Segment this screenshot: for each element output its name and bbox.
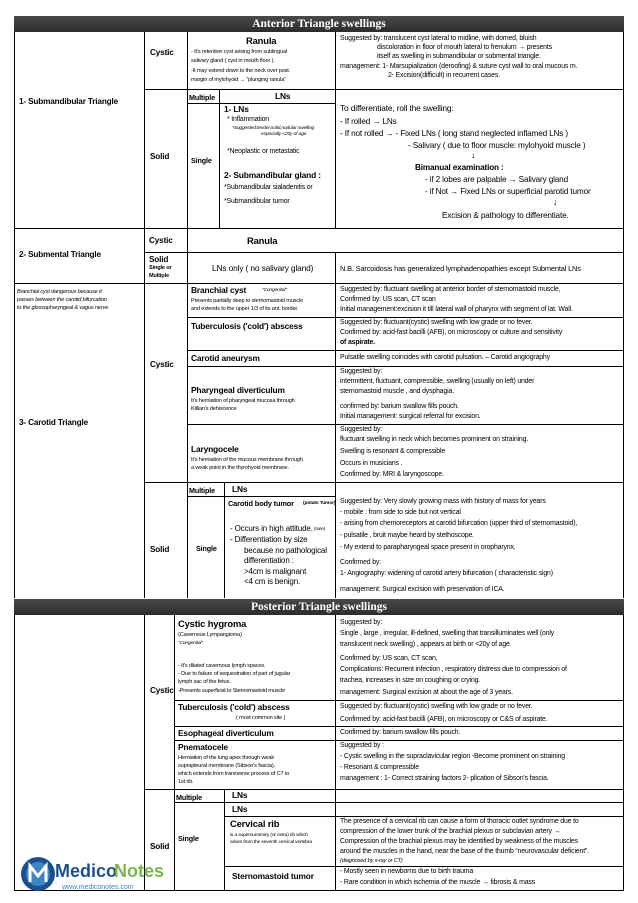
carotid-row-line — [187, 350, 623, 351]
diff-arrow: ↓ — [471, 150, 476, 160]
sub-lns-head: LNs — [275, 91, 291, 101]
pharyngeal-line: Killian's dehiscence — [191, 406, 237, 412]
sub-row-line — [144, 89, 623, 90]
hygroma-sug: Suggested by: — [340, 619, 383, 626]
anterior-banner: Anterior Triangle swellings — [14, 16, 624, 32]
pne-line: Herniation of the lung apex through weak — [178, 755, 274, 761]
rib-sug: around the muscles in the hand, near the base of the thumb “neurovascular deficient”. — [340, 848, 589, 855]
hygroma-line: - It's dilated cavernous lymph spaces. — [178, 663, 266, 669]
carotid-multiple-label: Multiple — [189, 486, 215, 495]
post-row-line — [224, 866, 623, 867]
post-solid-label: Solid — [150, 842, 170, 851]
pharyngeal-sug: sternomastoid muscle , and dysphagia. — [340, 388, 454, 395]
post-tb-title: Tuberculosis ('cold') abscess — [178, 702, 290, 712]
eso-title: Esophageal diverticulum — [178, 728, 274, 738]
carotid-single-divider — [224, 482, 225, 598]
post-lns-b: LNs — [232, 804, 248, 814]
sub-solid-label: Solid — [150, 152, 170, 161]
carotid-row-line — [187, 424, 623, 425]
pne-line: suprapleural membrane (Sibson's fascia), — [178, 763, 276, 769]
laryngocele-sug: Swelling is resonant & compressible — [340, 448, 446, 455]
cbt-sug: Confirmed by: — [340, 559, 381, 566]
lns-inflammation: * Inflammation — [227, 116, 269, 123]
cbt-line: differentiation : — [244, 556, 294, 565]
subm-lns: LNs only ( no salivary gland) — [212, 263, 314, 273]
branchial-congenital: “Congenital” — [262, 288, 287, 293]
hygroma-sug: Confirmed by: US scan, CT scan, — [340, 655, 438, 662]
branchial-title: Branchial cyst — [191, 285, 247, 295]
pne-line: 1st rib. — [178, 779, 194, 785]
rib-line: arises from the seventh cervical vertebra — [230, 840, 312, 845]
subm-solid-note: Multiple — [149, 273, 169, 279]
cbt-sug: 1- Angiography: widening of carotid artery bifurcation ( characteristic sign) — [340, 570, 553, 577]
cbt-title: Carotid body tumor — [228, 499, 294, 508]
mediconotes-logo — [18, 850, 165, 896]
carotid-note: Branchial cyst dangerous because it — [17, 289, 102, 295]
pharyngeal-sug: Suggested by: — [340, 368, 383, 375]
laryngocele-line: It's herniation of the mucous membrane through — [191, 457, 303, 463]
post-solid-line — [144, 789, 623, 790]
frame-left-2 — [14, 615, 15, 890]
carotid-divider2 — [187, 283, 188, 598]
ranula-title: Ranula — [246, 35, 277, 46]
diff-line: - Salivary ( due to floor muscle: mylohyoid muscle ) — [408, 141, 586, 150]
branchial-sug: Confirmed by: US scan, CT scan — [340, 296, 436, 303]
cbt-sug: - My extend to parapharyngeal space present in oropharynx. — [340, 544, 516, 551]
hygroma-line: -Presents superficial to Sternomastoid muscle — [178, 688, 286, 694]
stm-sug: - Mostly seen in newborns due to birth trauma — [340, 868, 474, 875]
stm-sug: - Rare condition in which ischemia of the muscle → fibrosis & mass — [340, 879, 535, 886]
sub-single-label: Single — [191, 156, 212, 165]
rib-sug: compression of the lower trunk of the brachial plexus or subclavian artery → — [340, 828, 561, 835]
carotid-label: 3- Carotid Triangle — [19, 418, 89, 427]
mediconotes-logo-icon — [18, 850, 165, 896]
laryngocele-sug: Confirmed by: MRI & laryngoscope. — [340, 471, 444, 478]
cbt-rare: (rare) — [314, 527, 326, 532]
diff-arrow: ↓ — [553, 197, 558, 207]
post-divider — [144, 615, 145, 890]
cbt-sub: (potato Tumor) — [303, 501, 336, 506]
lns-inflammation-note: *Suggested:tender,solid,nodular swelling — [232, 126, 315, 131]
cbt-sug: Suggested by: Very slowly growing mass with history of mass for years — [340, 498, 546, 505]
hygroma-sug: translucent neck swelling) , appears at birth or <20y of age. — [340, 641, 512, 648]
hygroma-sug: management: Surgical excision at about the age of 3 years. — [340, 689, 513, 696]
pharyngeal-title: Pharyngeal diverticulum — [191, 385, 285, 395]
laryngocele-title: Laryngocele — [191, 444, 239, 454]
ranula-suggested: Suggested by: translucent cyst lateral to midline, with domed, bluish — [340, 35, 537, 42]
subm-divider — [144, 228, 145, 283]
ranula-suggested: discoloration in floor of mouth lateral to frenulum → presents — [377, 44, 552, 51]
sub-desc-divider — [335, 32, 336, 228]
hygroma-line: (Cavernous Lympangioma) — [178, 632, 242, 638]
ranula-line: - It’s retention cyst arising from sublingual — [191, 49, 288, 55]
lns-1: 1- LNs — [224, 104, 249, 114]
carotid-note: passes between the carotid bifurcation — [17, 297, 107, 303]
carotid-divider — [144, 283, 145, 598]
carotid-tb-sug: Suggested by: fluctuant(cystic) swelling with low grade or no fever. — [340, 319, 533, 326]
post-row-line — [174, 802, 623, 803]
diff-line: - if 2 lobes are palpable → Salivary gland — [425, 175, 568, 184]
carotid-solid-line — [144, 482, 623, 483]
carotid-row-line — [187, 317, 623, 318]
sub-cystic-label: Cystic — [150, 48, 174, 57]
ranula-line: -It may extend down to the neck over post. — [191, 68, 291, 74]
pne-sug: - Resonant & compressible — [340, 764, 419, 771]
cbt-line: - Differentiation by size — [230, 535, 308, 544]
post-multiple-label: Multiple — [176, 793, 202, 802]
carotid-lns: LNs — [232, 484, 248, 494]
pne-line: which extends from transverse process of C7 to — [178, 771, 290, 777]
pne-sug: Suggested by : — [340, 742, 384, 749]
pne-sug: management : 1- Correct straining factors 2- plication of Sibson's fascia. — [340, 775, 549, 782]
hygroma-sug: Complications: Recurrent infection , respiratory distress due to compression of — [340, 666, 567, 673]
cbt-sug: management: Surgical excision with preservation of ICA. — [340, 586, 505, 593]
rib-line: is a supernumerary (or extra) rib which — [230, 833, 308, 838]
subm-cystic-label: Cystic — [149, 236, 173, 245]
ranula-line: salivary gland ( cyst in mouth floor ). — [191, 58, 275, 64]
carotid-single-label: Single — [196, 544, 217, 553]
post-row-line — [174, 726, 623, 727]
laryngocele-sug: Suggested by: — [340, 426, 383, 433]
hygroma-sug: Single , large , irregular, ill-defined, swelling that transilluminates well (only — [340, 630, 555, 637]
carotid-cystic-label: Cystic — [150, 360, 174, 369]
diff-line: Bimanual examination : — [415, 163, 504, 172]
posterior-banner: Posterior Triangle swellings — [14, 599, 624, 615]
lns-inflammation-note: especially <20y of age. — [261, 132, 308, 137]
hygroma-line: - Due to failure of sequestration of part of jugular — [178, 671, 291, 677]
post-tb-sug: Suggested by: fluctuant(cystic) swelling with low grade or no fever. — [340, 703, 533, 710]
carotid-note: to the glossopharyngeal & vagus nerve — [17, 305, 109, 311]
frame-right-2 — [623, 615, 624, 890]
diff-line: Excision & pathology to differentiate. — [442, 211, 569, 220]
subm-note: N.B. Sarcoidosis has generalized lymphadenopathies except Submental LNs — [340, 264, 581, 273]
diff-line: - If not rolled → - Fixed LNs ( long stand neglected inflamed LNs ) — [340, 129, 568, 138]
subm-row-line — [144, 252, 623, 253]
hygroma-sug: trachea, increases in size on coughing or crying. — [340, 677, 481, 684]
cbt-line: because no pathological — [244, 546, 327, 555]
cbt-line: - Occurs in high attitude. — [230, 524, 313, 533]
pharyngeal-sug: intermittent, fluctuant, compressible, swelling (usually on left) under — [340, 378, 535, 385]
subm-solid-note: Single or — [149, 265, 172, 271]
post-single-divider — [224, 789, 225, 890]
sub-single-divider — [219, 89, 220, 228]
diff-line: - If rolled → LNs — [340, 117, 397, 126]
ranula-line: margin of mylohyoid → “plunging ranula” — [191, 77, 286, 83]
stm-title: Sternomastoid tumor — [232, 871, 314, 881]
lns-sialadenitis: *Submandibular sialadenitis or — [224, 184, 313, 191]
branchial-sug: Initial management:excision it till lateral wall of pharynx with segment of lat. Wall. — [340, 306, 573, 313]
cbt-line: >4cm is malignant — [244, 567, 307, 576]
frame-right — [623, 32, 624, 598]
sub-col-divider — [144, 32, 145, 228]
laryngocele-line: a weak point in the thyrohyoid membrane. — [191, 465, 289, 471]
subm-divider3 — [335, 252, 336, 283]
aneurysm-title: Carotid aneurysm — [191, 353, 260, 363]
post-single-label: Single — [178, 834, 199, 843]
carotid-tb-sug: of aspirate. — [340, 339, 375, 346]
post-tb-sub: ( most common site ) — [236, 715, 286, 721]
submental-label: 2- Submental Triangle — [19, 250, 101, 259]
svg-text:www.mediconotes.com: www.mediconotes.com — [62, 884, 134, 891]
pne-sug: - Cystic swelling in the supraclavicular region -Become prominent on straining — [340, 753, 565, 760]
post-row-line — [174, 740, 623, 741]
diff-line: - if Not → Fixed LNs or superficial parotid tumor — [425, 187, 591, 196]
hygroma-line: “Congenital” — [178, 641, 203, 646]
rib-sug: Compression of the brachial plexus may be identified by weakness of the muscles — [340, 838, 578, 845]
sub-multiple-line — [187, 103, 335, 104]
carotid-tb-title: Tuberculosis ('cold') abscess — [191, 321, 303, 331]
post-row-line — [174, 700, 623, 701]
branchial-line: Presents partially deep to sternomastoid muscle — [191, 298, 304, 304]
submandibular-label: 1- Submandibular Triangle — [19, 97, 119, 106]
carotid-divider3 — [335, 283, 336, 598]
post-divider3 — [335, 615, 336, 890]
hygroma-line: lymph sac of the fetus. — [178, 679, 231, 685]
carotid-row-line — [187, 366, 623, 367]
post-tb-sug: Confirmed by: acid-fast bacilli (AFB), on microscopy or C&S of aspirate. — [340, 716, 548, 723]
subm-bottom-line — [14, 283, 624, 284]
branchial-sug: Suggested by: fluctuant swelling at anterior border of sternomastoid muscle, — [340, 286, 561, 293]
pne-title: Pnematocele — [178, 742, 229, 752]
rib-sug: The presence of a cervical rib can cause a form of thoracic outlet syndrome due to — [340, 818, 579, 825]
subm-ranula: Ranula — [247, 235, 278, 246]
ranula-management: management: 1- Marsupialization (deroofing) & suture cyst wall to oral mucous m. — [340, 63, 578, 70]
subm-solid-label: Solid — [149, 255, 169, 264]
sub-bottom-line — [14, 228, 624, 229]
sub-type-divider — [187, 32, 188, 228]
lns-2: 2- Submandibular gland : — [224, 170, 321, 180]
pharyngeal-line: It's herniation of pharyngeal mucosa through — [191, 398, 295, 404]
rib-title: Cervical rib — [230, 818, 280, 829]
cbt-line: <4 cm is benign. — [244, 577, 301, 586]
post-divider2 — [174, 615, 175, 890]
post-lns-a: LNs — [232, 790, 248, 800]
cbt-sug: - mobile : from side to side but not vertical — [340, 509, 461, 516]
diff-title: To differentiate, roll the swelling: — [340, 103, 454, 113]
svg-text:Medico: Medico — [55, 861, 118, 881]
hygroma-title: Cystic hygroma — [178, 618, 247, 629]
ranula-management: 2- Excision(difficult) in recurrent cases. — [388, 72, 500, 79]
svg-text:Notes: Notes — [114, 861, 165, 881]
post-row-line — [224, 816, 623, 817]
branchial-line: and extends to the upper 1/3 of its ant. border. — [191, 306, 299, 312]
post-cystic-label: Cystic — [150, 686, 174, 695]
carotid-solid-label: Solid — [150, 545, 170, 554]
laryngocele-sug: fluctuant swelling in neck which becomes prominent on straining. — [340, 436, 529, 443]
eso-sug: Confirmed by: barium swallow fills pouch. — [340, 729, 461, 736]
lns-neoplastic: *Neoplastic or metastatic — [227, 148, 300, 155]
carotid-multiple-line — [187, 496, 335, 497]
rib-sug: (diagnosed by x-ray or CT) — [340, 858, 403, 864]
ranula-suggested: itself as swelling in submandibular or submental triangle. — [377, 53, 541, 60]
cbt-sug: - pulsatile , bruit maybe heard by stethoscope. — [340, 532, 474, 539]
frame-left — [14, 32, 15, 598]
pharyngeal-sug: Initial management: surgical referral for excision. — [340, 413, 481, 420]
subm-divider2 — [187, 228, 188, 283]
aneurysm-sug: Pulsatile swelling coincides with carotid pulsation. – Carotid angiography — [340, 354, 550, 361]
carotid-tb-sug: Confirmed by: acid-fast bacilli (AFB), on microscopy or culture and sensitivity — [340, 329, 563, 336]
sub-multiple-label: Multiple — [189, 93, 215, 102]
cbt-sug: - arising from chemoreceptors at carotid bifurcation (upper third of sternomastoid), — [340, 520, 578, 527]
pharyngeal-sug: confirmed by: barium swallow fills pouch. — [340, 403, 459, 410]
lns-tumor: *Submandibular tumor — [224, 198, 290, 205]
laryngocele-sug: Occurs in musicians . — [340, 460, 403, 467]
